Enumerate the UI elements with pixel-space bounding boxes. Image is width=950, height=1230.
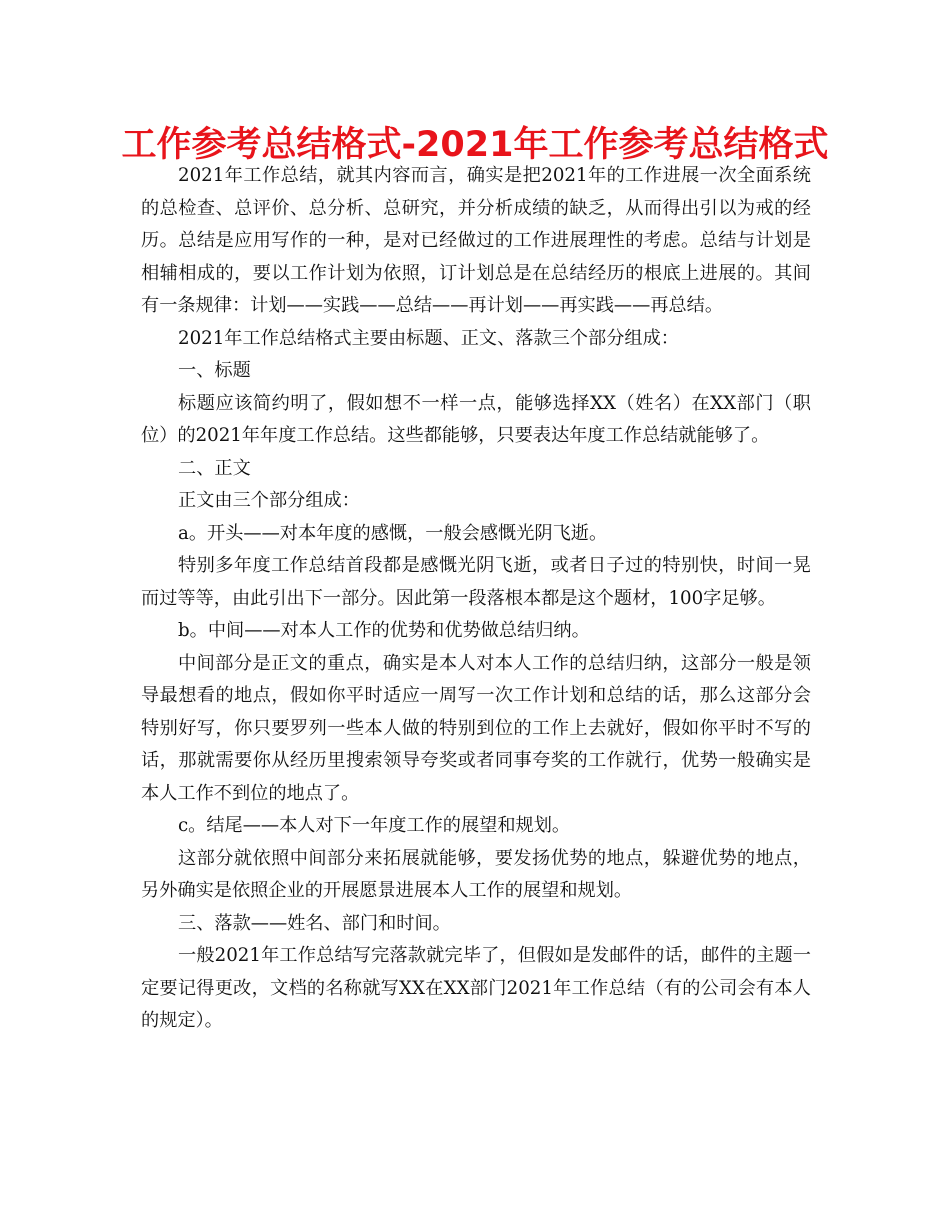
paragraph-signature: 一般2021年工作总结写完落款就完毕了，但假如是发邮件的话，邮件的主题一定要记得更改，文档的名称就写XX在XX部门2021年工作总结（有的公司会有本人的规定）。	[141, 945, 811, 1031]
document-body	[141, 160, 811, 1038]
section-heading-signature: 三、落款——姓名、部门和时间。	[178, 912, 451, 934]
paragraph-middle: 中间部分是正文的重点，确实是本人对本人工作的总结归纳，这部分一般是领导最想看的地点，假如你平时适应一周写一次工作计划和总结的话，那么这部分会特别好写，你只要罗列一些本人做的特别到位的工作上去就好，假如你平时不写的话，那就需要你从经历里搜索领导夸奖或者同事夸奖的工作就行，优势一般确实是本人工作不到位的地点了。	[141, 652, 811, 804]
section-heading-title: 一、标题	[178, 360, 251, 381]
subheading-middle: b。中间——对本人工作的优势和优势做总结归纳。	[178, 620, 590, 641]
paragraph-format-overview: 2021年工作总结格式主要由标题、正文、落款三个部分组成：	[178, 327, 679, 349]
paragraph-intro: 2021年工作总结，就其内容而言，确实是把2021年的工作进展一次全面系统的总检查、总评价、总分析、总研究，并分析成绩的缺乏，从而得出引以为戒的经历。总结是应用写作的一种，是对已经做过的工作进展理性的考虑。总结与计划是相辅相成的，要以工作计划为依照，订计划总是在总结经历的根底上进展的。其间有一条规律：计划——实践——总结——再计划——再实践——再总结。	[141, 165, 811, 316]
paragraph-opening: 特别多年度工作总结首段都是感慨光阴飞逝，或者日子过的特别快，时间一晃而过等等，由此引出下一部分。因此第一段落根本都是这个题材，100字足够。	[141, 555, 811, 609]
document-title: 工作参考总结格式-2021年工作参考总结格式	[121, 125, 829, 165]
section-heading-body: 二、正文	[178, 457, 251, 479]
subheading-opening: a。开头——对本年度的感慨，一般会感慨光阴飞逝。	[178, 522, 608, 544]
paragraph-ending: 这部分就依照中间部分来拓展就能够，要发扬优势的地点，躲避优势的地点，另外确实是依照企业的开展愿景进展本人工作的展望和规划。	[141, 847, 811, 901]
paragraph-body-parts: 正文由三个部分组成：	[178, 490, 360, 511]
paragraph-title-guidance: 标题应该简约明了，假如想不一样一点，能够选择XX（姓名）在XX部门（职位）的2021年年度工作总结。这些都能够，只要表达年度工作总结就能够了。	[141, 392, 811, 446]
subheading-ending: c。结尾——本人对下一年度工作的展望和规划。	[178, 815, 571, 836]
